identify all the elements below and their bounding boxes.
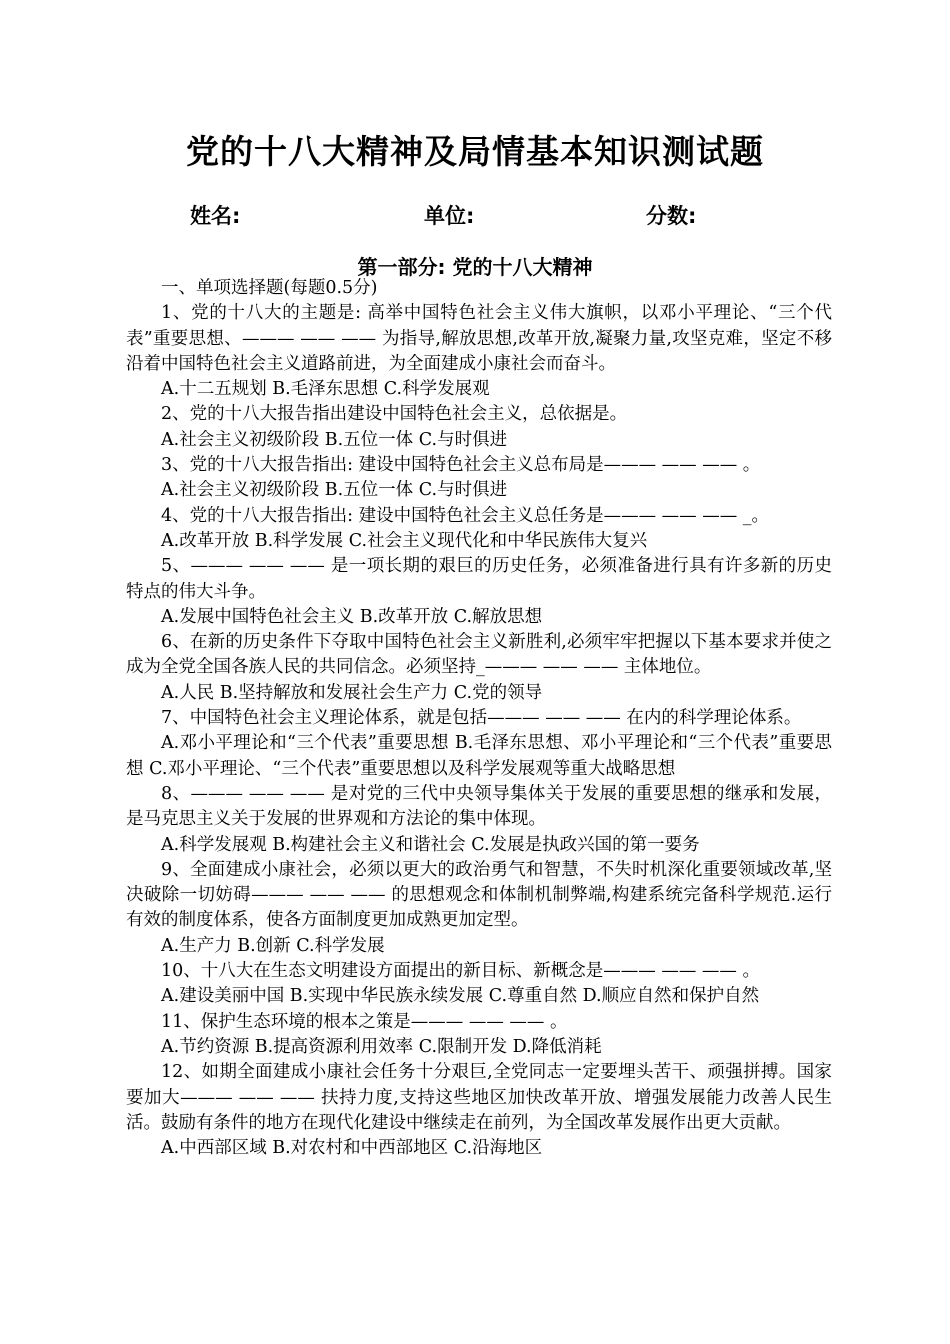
options-5: A.发展中国特色社会主义 B.改革开放 C.解放思想 — [161, 606, 543, 627]
question-list — [126, 276, 832, 1161]
score-field-label: 分数: — [646, 204, 697, 228]
name-field-label: 姓名: — [190, 204, 241, 228]
options-3: A.社会主义初级阶段 B.五位一体 C.与时俱进 — [161, 480, 508, 501]
options-1: A.十二五规划 B.毛泽东思想 C.科学发展观 — [161, 379, 490, 400]
question-5: 5、——— —— —— 是一项长期的艰巨的历史任务，必须准备进行具有许多新的历史特点的伟大斗争。 — [126, 556, 832, 602]
question-11: 11、保护生态环境的根本之策是——— —— —— 。 — [161, 1011, 568, 1032]
options-7: A.邓小平理论和“三个代表”重要思想 B.毛泽东思想、邓小平理论和“三个代表”重要思想 C.邓小平理论、“三个代表”重要思想以及科学发展观等重大战略思想 — [126, 733, 832, 779]
question-8: 8、——— —— —— 是对党的三代中央领导集体关于发展的重要思想的继承和发展，是马克思主义关于发展的世界观和方法论的集中体现。 — [126, 783, 832, 830]
question-3: 3、党的十八大报告指出: 建设中国特色社会主义总布局是——— —— —— 。 — [161, 455, 761, 476]
options-10: A.建设美丽中国 B.实现中华民族永续发展 C.尊重自然 D.顺应自然和保护自然 — [161, 986, 760, 1007]
options-8: A.科学发展观 B.构建社会主义和谐社会 C.发展是执政兴国的第一要务 — [161, 834, 700, 855]
question-9: 9、全面建成小康社会，必须以更大的政治勇气和智慧，不失时机深化重要领域改革,坚决破除一切妨碍——— —— —— 的思想观念和体制机制弊端,构建系统完备科学规范.运行有效的制度体系，使各方面制度更加成熟更加定型。 — [126, 859, 832, 931]
options-4: A.改革开放 B.科学发展 C.社会主义现代化和中华民族伟大复兴 — [161, 530, 648, 551]
question-7: 7、中国特色社会主义理论体系，就是包括——— —— —— 在内的科学理论体系。 — [161, 708, 802, 729]
question-6: 6、在新的历史条件下夺取中国特色社会主义新胜利,必须牢牢把握以下基本要求并使之成为全党全国各族人民的共同信念。必须坚持_——— —— —— 主体地位。 — [126, 632, 832, 678]
question-4: 4、党的十八大报告指出: 建设中国特色社会主义总任务是——— —— —— _。 — [161, 505, 770, 526]
options-12: A.中西部区域 B.对农村和中西部地区 C.沿海地区 — [161, 1138, 543, 1159]
options-9: A.生产力 B.创新 C.科学发展 — [161, 935, 385, 956]
part-heading: 第一部分: 党的十八大精神 — [357, 255, 593, 279]
unit-field-label: 单位: — [424, 204, 475, 228]
question-1: 1、党的十八大的主题是: 高举中国特色社会主义伟大旗帜，以邓小平理论、“三个代表”重要思想、——— —— —— 为指导,解放思想,改革开放,凝聚力量,攻坚克难，坚定不移沿着中国特色社会主义道路前进，为全面建成小康社会而奋斗。 — [126, 303, 832, 374]
question-12: 12、如期全面建成小康社会任务十分艰巨,全党同志一定要埋头苦干、顽强拼搏。国家要加大——— —— —— 扶持力度,支持这些地区加快改革开放、增强发展能力改善人民生活。鼓励有条件的地方在现代化建设中继续走在前列，为全国改革发展作出更大贡献。 — [126, 1062, 832, 1133]
options-2: A.社会主义初级阶段 B.五位一体 C.与时俱进 — [161, 429, 508, 450]
options-11: A.节约资源 B.提高资源利用效率 C.限制开发 D.降低消耗 — [161, 1036, 602, 1057]
section-heading: 一、单项选择题(每题0.5分) — [161, 278, 378, 298]
question-10: 10、十八大在生态文明建设方面提出的新目标、新概念是——— —— —— 。 — [161, 961, 760, 982]
page-title: 党的十八大精神及局情基本知识测试题 — [186, 132, 764, 171]
question-2: 2、党的十八大报告指出建设中国特色社会主义，总依据是。 — [161, 404, 628, 425]
options-6: A.人民 B.坚持解放和发展社会生产力 C.党的领导 — [161, 682, 543, 703]
